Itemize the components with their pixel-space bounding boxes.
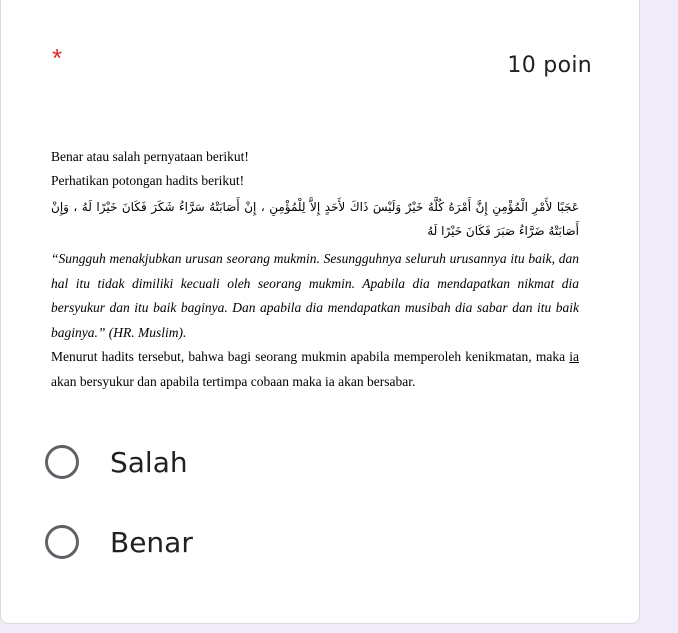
radio-button-salah[interactable] — [45, 445, 79, 479]
option-benar[interactable] — [45, 522, 193, 562]
option-salah[interactable] — [45, 442, 188, 482]
option-label-benar: Benar — [110, 525, 193, 559]
question-intro: Perhatikan potongan hadits berikut! — [51, 173, 245, 188]
required-asterisk: * — [52, 43, 63, 73]
question-text — [51, 145, 579, 394]
hadith-translation: “Sungguh menakjubkan urusan seorang mukmin. Sesungguhnya seluruh urusannya itu baik, dan hal itu tidak dimiliki kecuali oleh seorang mukmin. Apabila dia mendapatkan nikmat dia bersyukur dan itu baik baginya. Dan apabila dia mendapatkan musibah dia sabar dan itu baik baginya.” (HR. Muslim). — [51, 251, 579, 340]
points-label: 10 poin — [507, 53, 592, 78]
statement-part-1: Menurut hadits tersebut, bahwa bagi seorang mukmin apabila memperoleh kenikmatan, maka — [51, 349, 570, 364]
statement-part-2: akan bersyukur dan apabila tertimpa cobaan maka ia akan bersabar. — [51, 373, 416, 389]
statement-underlined-word: ia — [569, 349, 579, 364]
hadith-arabic-text: عَجَبًا لأَمْرِ الْمُؤْمِنِ إِنَّ أَمْرَهُ كُلَّهُ خَيْرٌ وَلَيْسَ ذَاكَ لأَحَدٍ إِلاَّ لِلْمُؤْمِنِ ، إِنْ أَصَابَتْهُ سَرَّاءُ شَكَرَ فَكَانَ خَيْرًا لَهُ ، وَإِنْ أَصَابَتْهُ ضَرَّاءُ صَبَرَ فَكَانَ خَيْرًا لَهُ — [51, 200, 579, 238]
option-label-salah: Salah — [110, 445, 188, 479]
question-statement — [51, 345, 579, 394]
question-instruction: Benar atau salah pernyataan berikut! — [51, 149, 249, 164]
radio-button-benar[interactable] — [45, 525, 79, 559]
